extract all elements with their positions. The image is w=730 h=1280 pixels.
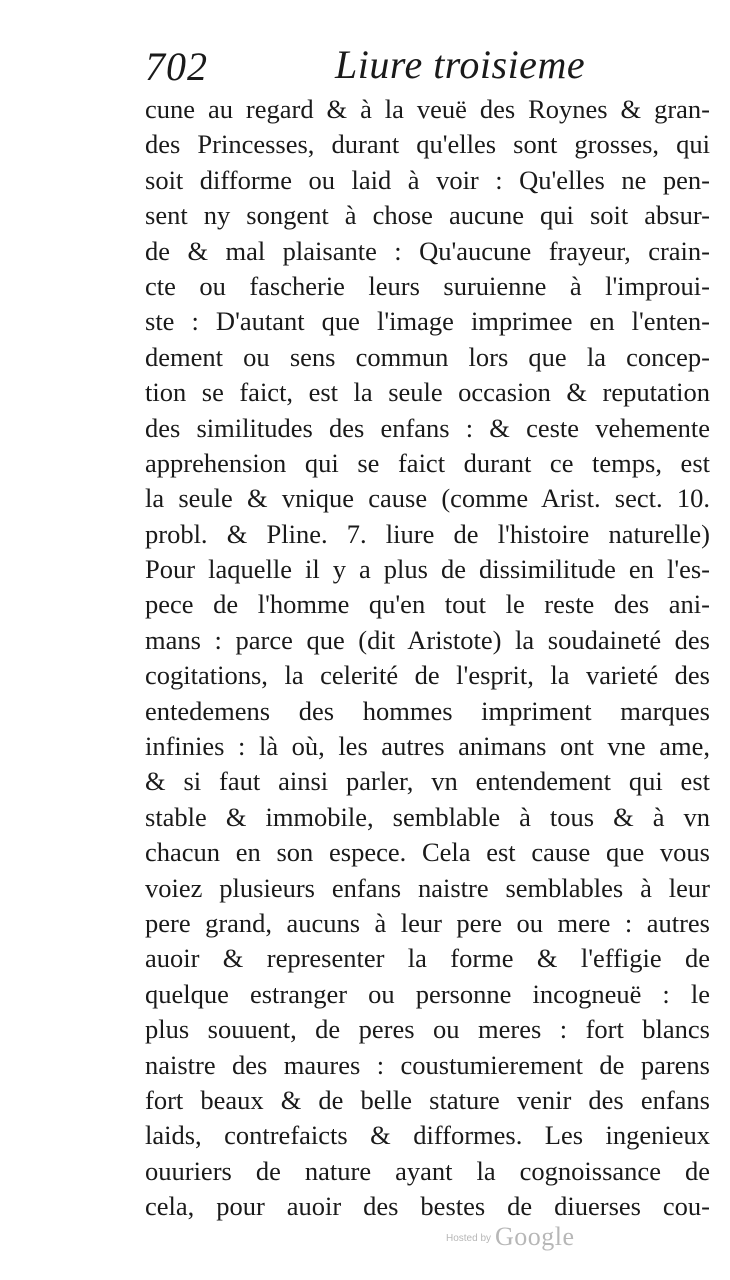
text-line: cogitations, la celerité de l'esprit, la varieté des xyxy=(145,660,710,691)
text-line: apprehension qui se faict durant ce temps, est xyxy=(145,447,710,478)
text-line: naistre des maures : coustumierement de parens xyxy=(145,1049,710,1080)
text-line: la seule & vnique cause (comme Arist. sect. 10. xyxy=(145,483,710,514)
text-line: infinies : là où, les autres animans ont vne ame, xyxy=(145,731,710,762)
text-line: fort beaux & de belle stature venir des enfans xyxy=(145,1084,710,1115)
text-line: des Princesses, durant qu'elles sont grosses, qui xyxy=(145,129,710,160)
text-line: probl. & Pline. 7. liure de l'histoire naturelle) xyxy=(145,518,710,549)
text-line: & si faut ainsi parler, vn entendement qui est xyxy=(145,766,710,797)
text-line: stable & immobile, semblable à tous & à vn xyxy=(145,801,710,832)
text-line: chacun en son espece. Cela est cause que vous xyxy=(145,837,710,868)
hosted-by-watermark xyxy=(446,1212,575,1252)
text-line: pere grand, aucuns à leur pere ou mere : autres xyxy=(145,907,710,938)
google-logo: Google xyxy=(495,1222,575,1251)
text-line: cte ou fascherie leurs suruienne à l'improui- xyxy=(145,270,710,301)
text-line: Pour laquelle il y a plus de dissimilitude en l'es- xyxy=(145,554,710,585)
text-line: cune au regard & à la veuë des Roynes & gran- xyxy=(145,94,710,124)
text-line: plus souuent, de peres ou meres : fort blancs xyxy=(145,1014,710,1045)
page-number: 702 xyxy=(145,44,208,89)
page-header xyxy=(145,42,586,92)
body-text xyxy=(145,92,710,1225)
text-line: entedemens des hommes impriment marques xyxy=(145,695,710,726)
text-line: ouuriers de nature ayant la cognoissance de xyxy=(145,1155,710,1186)
running-title: Liure troisieme xyxy=(335,42,586,87)
text-line: quelque estranger ou personne incogneuë : le xyxy=(145,978,710,1009)
text-line: de & mal plaisante : Qu'aucune frayeur, crain- xyxy=(145,235,710,266)
text-line: des similitudes des enfans : & ceste vehemente xyxy=(145,412,710,443)
text-line: cela, pour auoir des bestes de diuerses cou- xyxy=(145,1191,710,1222)
text-line: dement ou sens commun lors que la concep- xyxy=(145,341,710,372)
text-line: tion se faict, est la seule occasion & reputation xyxy=(145,377,710,408)
text-line: soit difforme ou laid à voir : Qu'elles ne pen- xyxy=(145,164,710,195)
text-line: mans : parce que (dit Aristote) la soudaineté des xyxy=(145,624,710,655)
text-line: voiez plusieurs enfans naistre semblables à leur xyxy=(145,872,710,903)
text-line: pece de l'homme qu'en tout le reste des ani- xyxy=(145,589,710,620)
text-line: auoir & representer la forme & l'effigie de xyxy=(145,943,710,974)
watermark-prefix: Hosted by xyxy=(446,1233,492,1244)
text-line: sent ny songent à chose aucune qui soit absur- xyxy=(145,200,710,231)
text-line: laids, contrefaicts & difformes. Les ingenieux xyxy=(145,1120,710,1151)
text-line: ste : D'autant que l'image imprimee en l'enten- xyxy=(145,306,710,337)
